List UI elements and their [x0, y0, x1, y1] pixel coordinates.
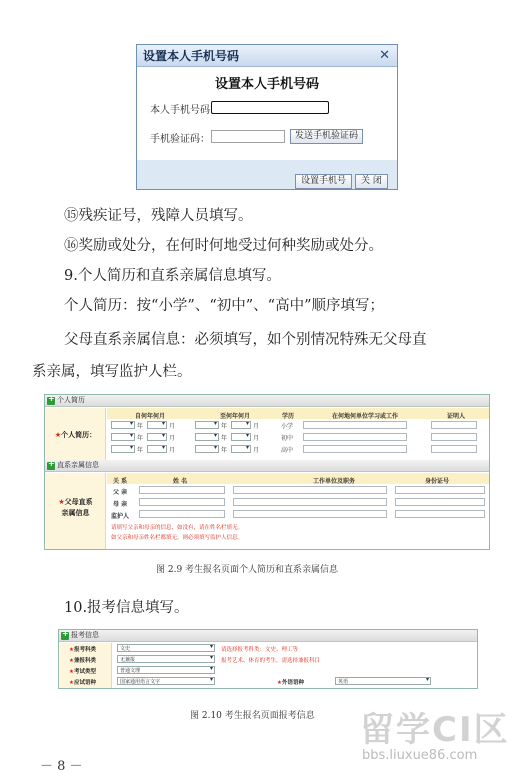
- id-number-input[interactable]: [395, 510, 485, 518]
- secondary-subject-hint: 报考艺术、体育的考生，需选择兼报科目: [221, 658, 321, 664]
- level-primary: 小学: [281, 423, 294, 430]
- header-to: 至何年何月: [220, 413, 251, 420]
- level-junior: 初中: [281, 435, 294, 442]
- header-name: 姓 名: [173, 478, 188, 485]
- exam-subject-label: ★报考科类: [69, 647, 96, 653]
- family-note-1: 请填写父亲和母亲的信息，如没有，请在姓名栏填无。: [111, 525, 244, 531]
- section-9-heading: 9.个人简历和直系亲属信息填写。: [64, 268, 281, 284]
- month-unit: 月: [169, 423, 176, 430]
- from-month-select[interactable]: [147, 445, 167, 453]
- code-input[interactable]: [211, 130, 285, 143]
- family-description-line2: 系亲属，填写监护人栏。: [32, 364, 192, 380]
- header-education: 学历: [282, 413, 295, 420]
- expand-icon: [61, 632, 69, 640]
- family-header-row: [107, 473, 489, 484]
- header-from: 自何年何月: [135, 413, 166, 420]
- exam-section-title: 报考信息: [71, 631, 99, 639]
- relation-guardian: 监护人: [111, 513, 130, 520]
- family-label-cell: ★父母直系 亲属信息: [46, 473, 106, 549]
- family-note-2: 如父亲和母亲姓名栏都填无，则必须填写监护人信息。: [111, 535, 244, 541]
- witness-input[interactable]: [431, 421, 477, 429]
- id-number-input[interactable]: [395, 486, 485, 494]
- secondary-subject-label: ★兼报科类: [69, 658, 96, 664]
- witness-input[interactable]: [431, 433, 477, 441]
- from-year-select[interactable]: [111, 445, 135, 453]
- family-section-bar: [45, 460, 489, 472]
- place-input[interactable]: [303, 421, 407, 429]
- code-label: 手机验证码：: [150, 134, 210, 145]
- foreign-language-select[interactable]: 英语 ▾: [335, 677, 431, 685]
- family-description-line1: 父母直系亲属信息：必须填写，如个别情况特殊无父母直: [64, 332, 427, 348]
- employer-input[interactable]: [233, 498, 387, 506]
- dialog-heading: 设置本人手机号码: [214, 77, 319, 92]
- resume-section-bar: [45, 395, 489, 407]
- name-input[interactable]: [139, 510, 225, 518]
- month-unit: 月: [253, 435, 260, 442]
- header-relation: 关 系: [113, 478, 128, 485]
- foreign-language-label: ★外语语种: [277, 680, 304, 686]
- expand-icon: [47, 397, 55, 405]
- from-month-select[interactable]: [147, 421, 167, 429]
- to-month-select[interactable]: [231, 421, 251, 429]
- watermark-logo: [360, 702, 526, 774]
- expand-icon: [47, 462, 55, 470]
- secondary-subject-select[interactable]: 无兼报 ▾: [117, 655, 215, 663]
- figure-2-10-caption: 图 2.10 考生报名页面报考信息: [190, 711, 315, 721]
- exam-type-label: ★考试类型: [69, 669, 96, 675]
- employer-input[interactable]: [233, 486, 387, 494]
- set-phone-button[interactable]: 设置手机号: [295, 174, 352, 189]
- page-number: － 8 －: [40, 759, 83, 774]
- relation-father: 父 亲: [113, 489, 128, 496]
- to-year-select[interactable]: [195, 445, 219, 453]
- from-year-select[interactable]: [111, 433, 135, 441]
- from-year-select[interactable]: [111, 421, 135, 429]
- resume-section-title: 个人简历: [57, 396, 85, 404]
- resume-header-row: [107, 408, 489, 419]
- family-label-2: 亲属信息: [61, 509, 90, 517]
- header-place: 在何地何单位学习或工作: [332, 413, 399, 420]
- resume-label: 个人简历：: [61, 431, 97, 439]
- to-year-select[interactable]: [195, 421, 219, 429]
- place-input[interactable]: [303, 433, 407, 441]
- phone-input[interactable]: [211, 101, 329, 114]
- to-year-select[interactable]: [195, 433, 219, 441]
- month-unit: 月: [169, 447, 176, 454]
- close-button[interactable]: 关 闭: [355, 174, 388, 189]
- watermark-main: 留学CI区: [360, 710, 510, 750]
- exam-section-bar: [59, 630, 477, 642]
- resume-description: 个人简历：按“小学”、“初中”、“高中”顺序填写；: [64, 298, 384, 314]
- year-unit: 年: [221, 423, 228, 430]
- month-unit: 月: [253, 447, 260, 454]
- header-id-number: 身份证号: [425, 478, 450, 485]
- exam-info-panel: [58, 629, 478, 689]
- item-16-text: ⑯奖励或处分，在何时何地受过何种奖励或处分。: [64, 238, 383, 254]
- dialog-window-title: 设置本人手机号码: [143, 49, 240, 63]
- place-input[interactable]: [303, 445, 407, 453]
- id-number-input[interactable]: [395, 498, 485, 506]
- to-month-select[interactable]: [231, 445, 251, 453]
- header-employer: 工作单位及职务: [313, 478, 356, 485]
- close-icon[interactable]: ✕: [379, 48, 390, 63]
- name-input[interactable]: [139, 498, 225, 506]
- dialog-title-bar: [137, 45, 397, 67]
- month-unit: 月: [169, 435, 176, 442]
- month-unit: 月: [253, 423, 260, 430]
- exam-subject-hint: 请选择报考科类：文史、理工等: [221, 647, 299, 653]
- section-10-heading: 10.报考信息填写。: [64, 600, 189, 616]
- year-unit: 年: [137, 423, 144, 430]
- header-witness: 证明人: [447, 413, 466, 420]
- watermark-url: bbs.liuxue86.com: [362, 748, 478, 763]
- resume-label-cell: ★个人简历：: [46, 408, 106, 460]
- exam-subject-select[interactable]: 文史 ▾: [117, 644, 215, 652]
- figure-2-9-caption: 图 2.9 考生报名页面个人简历和直系亲属信息: [156, 565, 339, 575]
- to-month-select[interactable]: [231, 433, 251, 441]
- exam-language-select[interactable]: 国家通用语言文字 ▾: [117, 677, 215, 685]
- from-month-select[interactable]: [147, 433, 167, 441]
- resume-family-panel: [44, 394, 490, 550]
- witness-input[interactable]: [431, 445, 477, 453]
- send-code-button[interactable]: 发送手机验证码: [290, 129, 363, 144]
- item-15-text: ⑮残疾证号，残障人员填写。: [64, 208, 253, 224]
- year-unit: 年: [221, 447, 228, 454]
- name-input[interactable]: [139, 486, 225, 494]
- exam-type-select[interactable]: 普通文理 ▾: [117, 666, 215, 674]
- exam-language-label: ★应试语种: [69, 680, 96, 686]
- level-senior: 高中: [281, 447, 294, 454]
- family-section-title: 直系亲属信息: [57, 461, 99, 469]
- relation-mother: 母 亲: [113, 501, 128, 508]
- phone-label: 本人手机号码: [150, 105, 210, 116]
- family-label-1: 父母直系: [64, 498, 93, 506]
- year-unit: 年: [137, 447, 144, 454]
- year-unit: 年: [137, 435, 144, 442]
- year-unit: 年: [221, 435, 228, 442]
- employer-input[interactable]: [233, 510, 387, 518]
- set-phone-dialog: [136, 44, 398, 190]
